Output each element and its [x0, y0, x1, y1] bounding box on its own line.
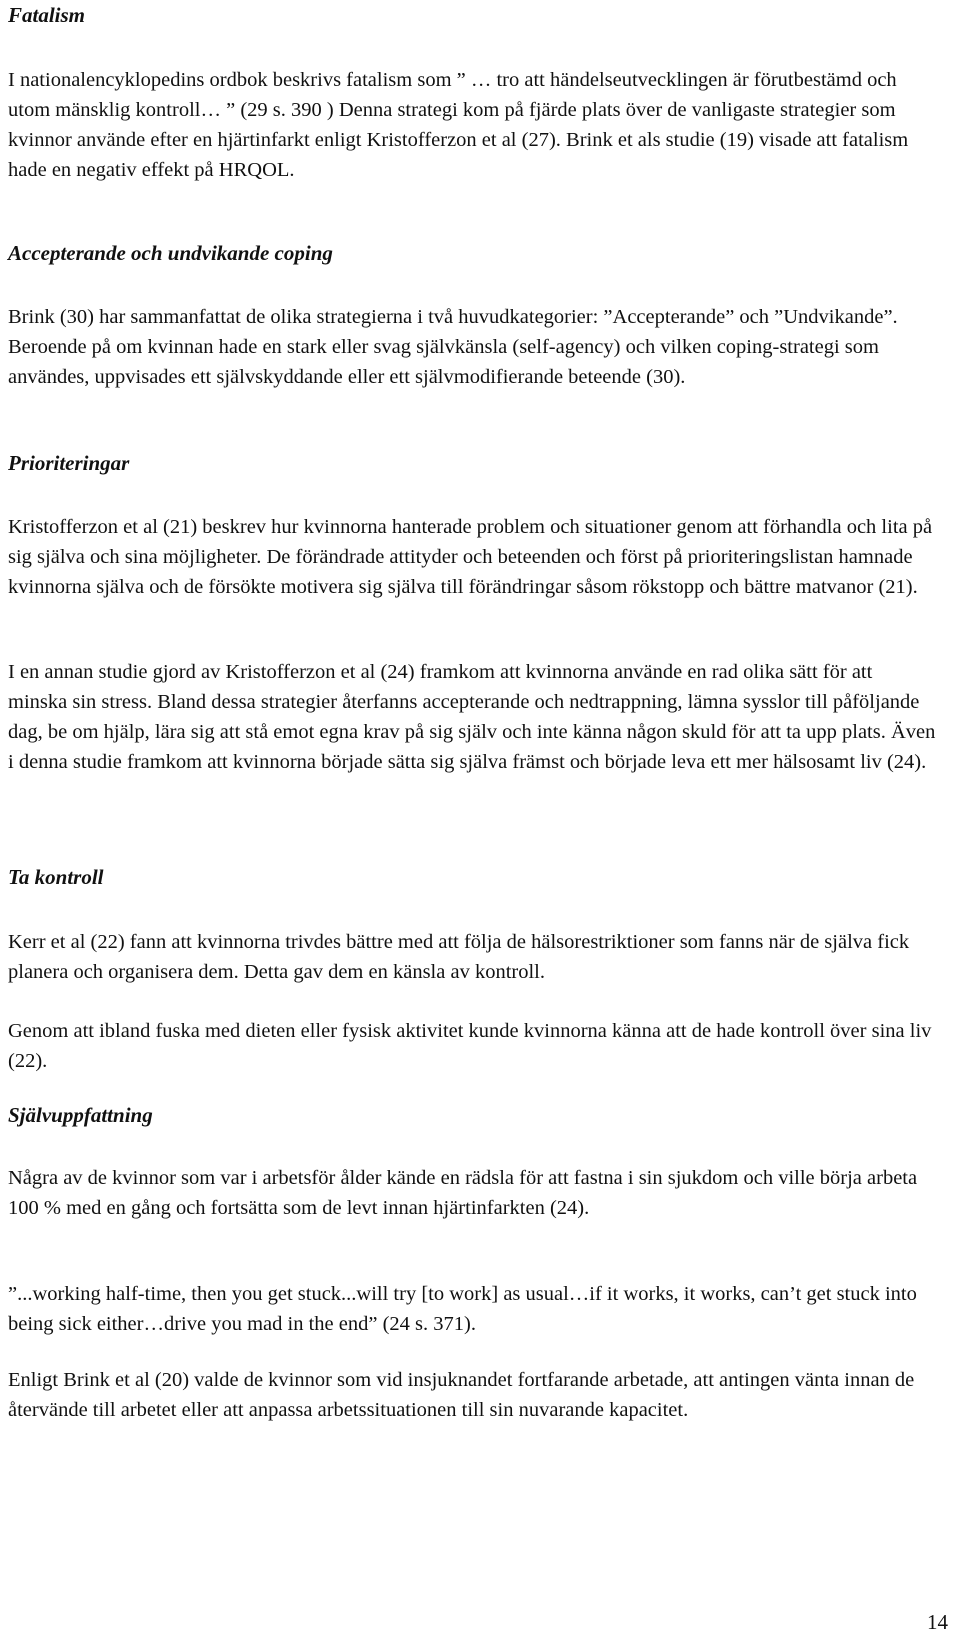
paragraph-coping: Brink (30) har sammanfattat de olika strategierna i två huvudkategorier: ”Accepterande” och ”Undvikande”. Beroende på om kvinnan hade en stark eller svag självkänsla (self-agency) och vilken coping-strategi som användes, uppvisades ett självskyddande eller ett självmodifierande beteende (30).: [8, 306, 898, 388]
paragraph-prioriteringar-1: Kristofferzon et al (21) beskrev hur kvinnorna hanterade problem och situationer genom att förhandla och lita på sig själva och sina möjligheter. De förändrade attityder och beteenden och först på prioriteringslistan hamnade kvinnorna själva och de försökte motivera sig själva till förändringar såsom rökstopp och bättre matvanor (21).: [8, 516, 933, 598]
paragraph-ta-kontroll-1: Kerr et al (22) fann att kvinnorna trivdes bättre med att följa de hälsorestriktioner som fanns när de själva fick planera och organisera dem. Detta gav dem en känsla av kontroll.: [8, 931, 910, 983]
heading-fatalism: Fatalism: [8, 3, 86, 27]
heading-sjalvuppfattning: Självuppfattning: [8, 1103, 153, 1127]
quote-sjalvuppfattning: ”...working half-time, then you get stuck...will try [to work] as usual…if it works, it works, can’t get stuck into being sick either…drive you mad in the end” (24 s. 371).: [8, 1283, 917, 1335]
paragraph-sjalvuppfattning-1: Några av de kvinnor som var i arbetsför ålder kände en rädsla för att fastna i sin sjukdom och ville börja arbeta 100 % med en gång och fortsätta som de levt innan hjärtinfarkten (24).: [8, 1167, 918, 1219]
paragraph-prioriteringar-2: I en annan studie gjord av Kristofferzon et al (24) framkom att kvinnorna använde en rad olika sätt för att minska sin stress. Bland dessa strategier återfanns accepterande och nedtrappning, lämna sysslor till påföljande dag, be om hjälp, lära sig att stå emot egna krav på sig själv och inte känna någon skuld för att ta upp plats. Även i denna studie framkom att kvinnorna började sätta sig själva främst och började leva ett mer hälsosamt liv (24).: [8, 661, 936, 773]
paragraph-sjalvuppfattning-2: Enligt Brink et al (20) valde de kvinnor som vid insjuknandet fortfarande arbetade, att antingen vänta innan de återvände till arbetet eller att anpassa arbetssituationen till sin nuvarande kapacitet.: [8, 1369, 915, 1421]
heading-coping: Accepterande och undvikande coping: [8, 241, 333, 265]
page-number: 14: [927, 1610, 948, 1634]
paragraph-ta-kontroll-2: Genom att ibland fuska med dieten eller fysisk aktivitet kunde kvinnorna känna att de hade kontroll över sina liv (22).: [8, 1020, 932, 1072]
paragraph-fatalism: I nationalencyklopedins ordbok beskrivs fatalism som ” … tro att händelseutvecklingen är förutbestämd och utom mänsklig kontroll… ” (29 s. 390 ) Denna strategi kom på fjärde plats över de vanligaste strategier som kvinnor använde efter en hjärtinfarkt enligt Kristofferzon et al (27). Brink et als studie (19) visade att fatalism hade en negativ effekt på HRQOL.: [8, 69, 909, 181]
heading-prioriteringar: Prioriteringar: [8, 451, 130, 475]
heading-ta-kontroll: Ta kontroll: [8, 865, 104, 889]
